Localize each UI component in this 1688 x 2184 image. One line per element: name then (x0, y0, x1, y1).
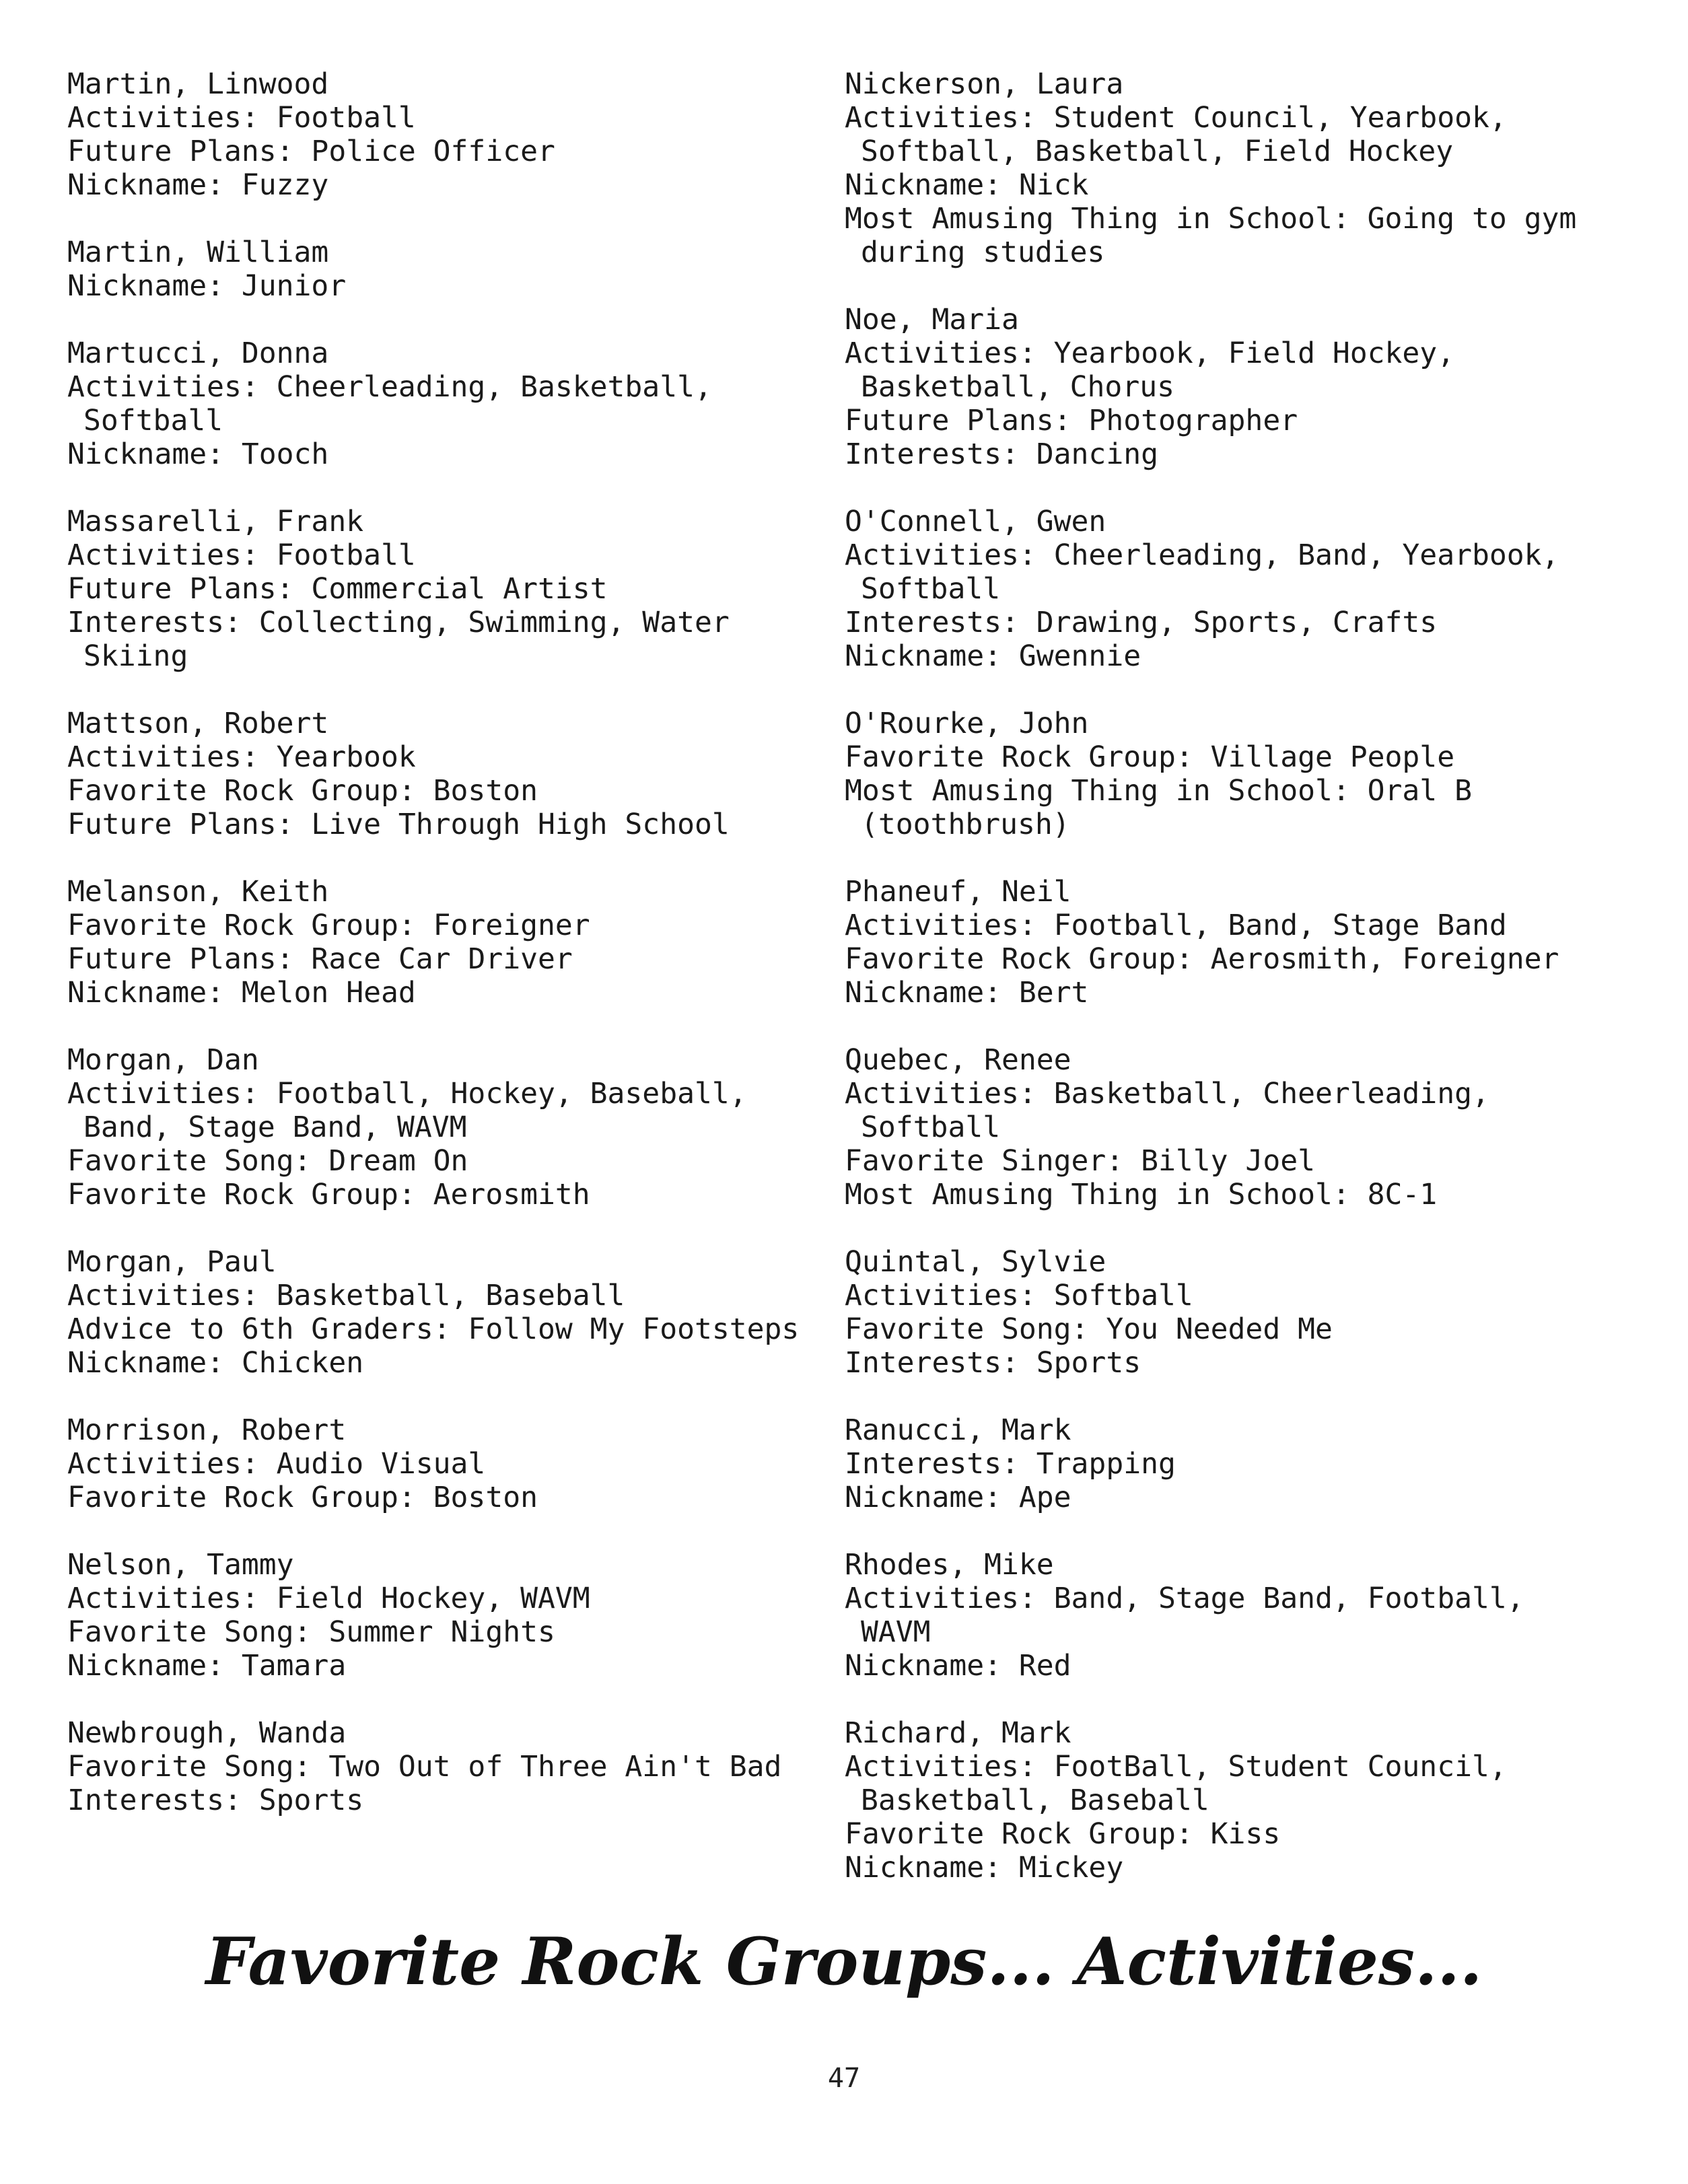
student-name: Mattson, Robert (67, 707, 329, 740)
student-detail: Future Plans: Police Officer (67, 135, 555, 168)
student-entry (845, 1716, 1598, 1884)
student-name: Newbrough, Wanda (67, 1716, 347, 1750)
student-detail: Future Plans: Photographer (845, 404, 1298, 437)
student-detail: Activities: Softball (845, 1279, 1193, 1312)
student-detail: Nickname: Nick (845, 168, 1089, 202)
student-detail: Advice to 6th Graders: Follow My Footsteps (67, 1312, 800, 1346)
student-detail: Favorite Song: Dream On (67, 1144, 468, 1178)
student-detail: Favorite Rock Group: Boston (67, 774, 538, 808)
student-entry (67, 1245, 821, 1380)
student-detail: Activities: Audio Visual (67, 1447, 486, 1481)
student-name: Martucci, Donna (67, 337, 329, 370)
student-name: Nickerson, Laura (845, 67, 1124, 101)
student-detail: Activities: Student Council, Yearbook, Softball, Basketball, Field Hockey (845, 101, 1524, 168)
student-name: Massarelli, Frank (67, 505, 364, 538)
student-entry (67, 1413, 821, 1514)
student-detail: Nickname: Tamara (67, 1649, 347, 1683)
student-entry (67, 707, 821, 841)
student-detail: Most Amusing Thing in School: Oral B (toothbrush) (845, 774, 1489, 841)
student-detail: Interests: Sports (845, 1346, 1141, 1380)
student-detail: Favorite Song: Two Out of Three Ain't Bad (67, 1750, 782, 1784)
student-name: O'Connell, Gwen (845, 505, 1106, 538)
student-detail: Activities: Yearbook, Field Hockey, Basketball, Chorus (845, 337, 1472, 404)
student-detail: Favorite Rock Group: Boston (67, 1481, 538, 1514)
student-detail: Nickname: Ape (845, 1481, 1071, 1514)
student-detail: Future Plans: Race Car Driver (67, 942, 573, 976)
student-detail: Favorite Rock Group: Village People (845, 740, 1455, 774)
student-entry (845, 1043, 1598, 1211)
student-detail: Activities: Football (67, 101, 416, 135)
student-detail: Nickname: Bert (845, 976, 1089, 1010)
student-name: Quebec, Renee (845, 1043, 1071, 1077)
student-detail: Activities: Football, Band, Stage Band (845, 909, 1507, 942)
student-name: Phaneuf, Neil (845, 875, 1071, 909)
student-detail: Favorite Rock Group: Aerosmith, Foreigner (845, 942, 1559, 976)
student-detail: Nickname: Tooch (67, 437, 329, 471)
student-detail: Activities: Band, Stage Band, Football, WAVM (845, 1582, 1542, 1649)
student-entry (845, 707, 1598, 841)
left-column (67, 67, 821, 1851)
student-name: Morgan, Paul (67, 1245, 277, 1279)
student-name: Morrison, Robert (67, 1413, 347, 1447)
student-entry (845, 875, 1598, 1010)
student-name: Morgan, Dan (67, 1043, 259, 1077)
student-entry (67, 67, 821, 202)
student-detail: Activities: FootBall, Student Council, Basketball, Baseball (845, 1750, 1524, 1817)
student-name: Ranucci, Mark (845, 1413, 1071, 1447)
student-detail: Nickname: Red (845, 1649, 1071, 1683)
student-detail: Activities: Cheerleading, Band, Yearbook, Softball (845, 538, 1577, 606)
student-entry (67, 875, 821, 1010)
student-detail: Interests: Drawing, Sports, Crafts (845, 606, 1438, 639)
student-name: Nelson, Tammy (67, 1548, 294, 1582)
student-detail: Activities: Yearbook (67, 740, 416, 774)
student-entry (67, 1716, 821, 1817)
student-entry (845, 1245, 1598, 1380)
student-name: Martin, William (67, 236, 329, 269)
student-name: Richard, Mark (845, 1716, 1071, 1750)
student-detail: Favorite Rock Group: Foreigner (67, 909, 590, 942)
student-entry (845, 1413, 1598, 1514)
student-name: Rhodes, Mike (845, 1548, 1054, 1582)
student-entry (67, 337, 821, 471)
right-column (845, 67, 1598, 1918)
student-detail: Activities: Football (67, 538, 416, 572)
student-detail: Favorite Song: Summer Nights (67, 1615, 555, 1649)
student-name: Martin, Linwood (67, 67, 329, 101)
student-detail: Interests: Collecting, Swimming, Water Skiing (67, 606, 747, 673)
page-caption: Favorite Rock Groups... Activities... (205, 1924, 1483, 2000)
student-name: Melanson, Keith (67, 875, 329, 909)
student-detail: Future Plans: Live Through High School (67, 808, 730, 841)
student-entry (67, 505, 821, 673)
student-detail: Nickname: Fuzzy (67, 168, 329, 202)
student-detail: Most Amusing Thing in School: Going to gym during studies (845, 202, 1594, 269)
student-detail: Favorite Singer: Billy Joel (845, 1144, 1315, 1178)
student-detail: Nickname: Junior (67, 269, 347, 303)
student-detail: Nickname: Mickey (845, 1851, 1124, 1884)
student-name: Noe, Maria (845, 303, 1019, 337)
student-name: O'Rourke, John (845, 707, 1089, 740)
student-detail: Activities: Basketball, Cheerleading, Softball (845, 1077, 1507, 1144)
student-detail: Interests: Dancing (845, 437, 1158, 471)
student-detail: Activities: Basketball, Baseball (67, 1279, 625, 1312)
student-detail: Activities: Football, Hockey, Baseball, Band, Stage Band, WAVM (67, 1077, 765, 1144)
student-detail: Favorite Song: You Needed Me (845, 1312, 1333, 1346)
student-name: Quintal, Sylvie (845, 1245, 1106, 1279)
student-entry (845, 303, 1598, 471)
student-detail: Future Plans: Commercial Artist (67, 572, 608, 606)
student-detail: Activities: Field Hockey, WAVM (67, 1582, 590, 1615)
student-detail: Interests: Sports (67, 1784, 364, 1817)
student-detail: Nickname: Melon Head (67, 976, 416, 1010)
student-detail: Favorite Rock Group: Aerosmith (67, 1178, 590, 1211)
student-entry (845, 67, 1598, 269)
student-detail: Interests: Trapping (845, 1447, 1176, 1481)
student-detail: Nickname: Chicken (67, 1346, 364, 1380)
student-detail: Most Amusing Thing in School: 8C-1 (845, 1178, 1438, 1211)
page-number: 47 (827, 2063, 861, 2094)
student-entry (67, 236, 821, 303)
student-entry (845, 505, 1598, 673)
student-detail: Nickname: Gwennie (845, 639, 1141, 673)
student-detail: Favorite Rock Group: Kiss (845, 1817, 1281, 1851)
student-entry (845, 1548, 1598, 1683)
student-entry (67, 1043, 821, 1211)
student-detail: Activities: Cheerleading, Basketball, Softball (67, 370, 730, 437)
student-entry (67, 1548, 821, 1683)
